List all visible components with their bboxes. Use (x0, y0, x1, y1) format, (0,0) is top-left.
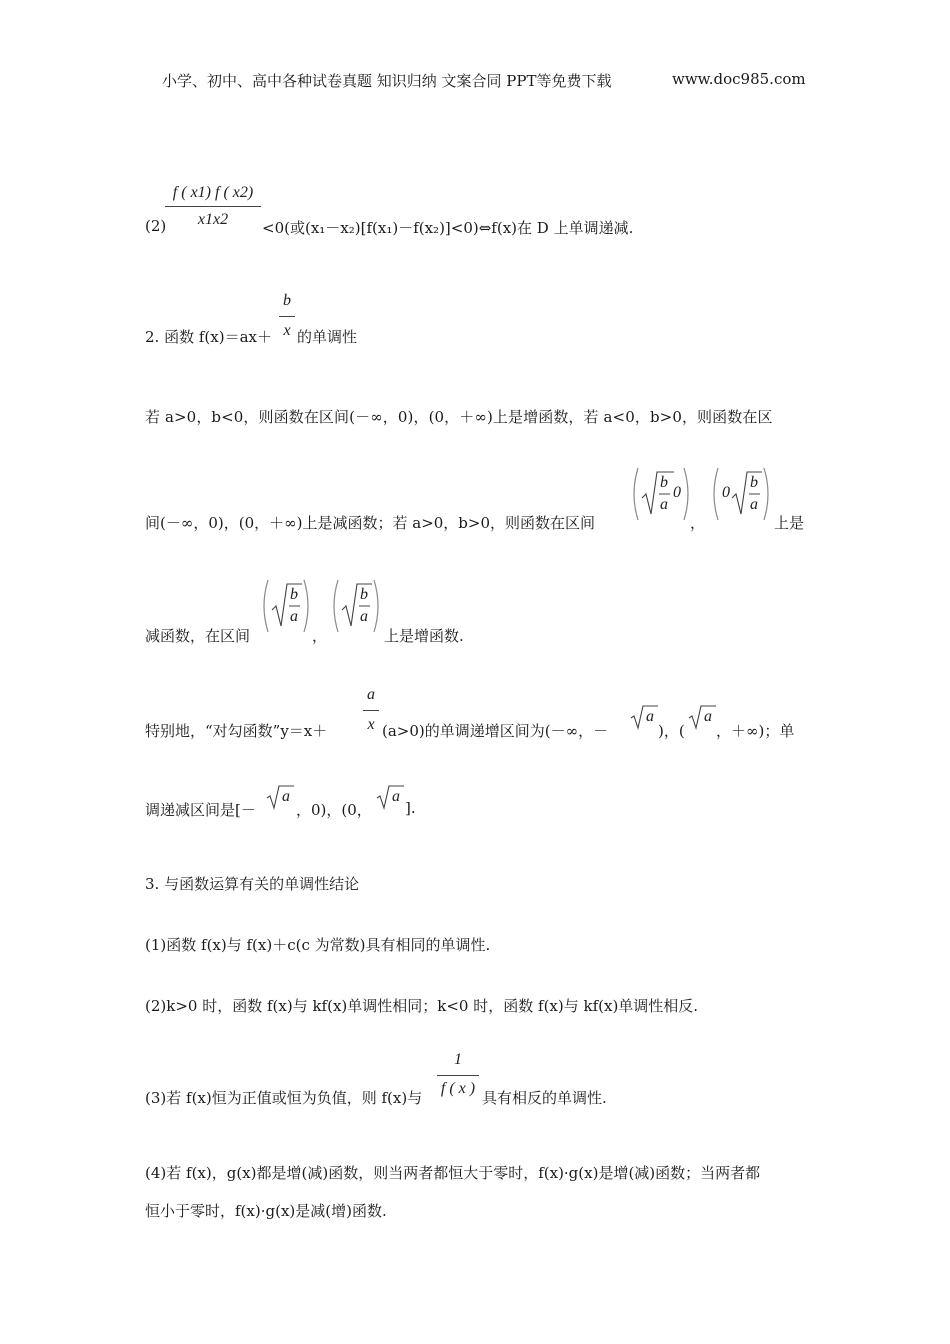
sqrt-a-1-radicand: a (646, 708, 654, 725)
sqrt-a-3-radicand: a (282, 788, 290, 805)
sec2-head-a: 2. 函数 f(x)＝ax＋ (145, 328, 272, 346)
p2-line1b: (a>0)的单调递增区间为(－∞，－ (382, 722, 609, 740)
sec2-frac-den: x (283, 322, 291, 339)
p2-frac-den: x (367, 716, 375, 733)
section-3-heading: 3. 与函数运算有关的单调性结论 (145, 875, 360, 893)
sec2-frac-num: b (283, 292, 291, 309)
item2-text: <0(或(x₁－x₂)[f(x₁)－f(x₂)]<0)⇔f(x)在 D 上单调递减. (262, 219, 634, 237)
sec2-frac-bar (279, 316, 295, 317)
p1-line3b: 上是增函数. (384, 627, 464, 645)
p1-line2b: 上是 (774, 514, 805, 532)
p1-line3a: 减函数，在区间 (145, 627, 251, 645)
interval-4-paren-sqrt (330, 576, 382, 636)
sec2-head-b: 的单调性 (297, 328, 358, 346)
p2-line1d: ，＋∞)；单 (716, 722, 795, 740)
interval-1-b: b (660, 474, 668, 491)
interval-2-b: b (750, 474, 758, 491)
item2-frac-num: f ( x1) f ( x2) (172, 184, 254, 201)
p2-frac-bar (363, 710, 379, 711)
sqrt-a-4-radicand: a (392, 788, 400, 805)
p1-line2a: 间(－∞，0)，(0，＋∞)上是减函数；若 a>0，b>0，则函数在区间 (145, 514, 596, 532)
interval-2-a: a (750, 496, 758, 513)
interval-2-zero: 0 (722, 484, 730, 501)
rule-3-frac-bar (437, 1075, 479, 1076)
rule-4b: 恒小于零时，f(x)·g(x)是减(增)函数. (145, 1202, 387, 1220)
sqrt-a-1 (630, 704, 658, 730)
p1-line1: 若 a>0，b<0，则函数在区间(－∞，0)，(0，＋∞)上是增函数，若 a<0，b>0，则函数在区 (145, 408, 773, 426)
interval-2 (710, 464, 772, 524)
p2-line2c: ]. (405, 799, 416, 817)
p2-frac-num: a (367, 686, 375, 703)
item2-frac-bar (165, 206, 261, 207)
item2-label: (2) (145, 217, 167, 235)
sqrt-a-2-radicand: a (704, 708, 712, 725)
rule-1: (1)函数 f(x)与 f(x)＋c(c 为常数)具有相同的单调性. (145, 936, 491, 954)
p1-comma-2: ， (312, 627, 328, 645)
interval-3-a: a (290, 608, 298, 625)
rule-4a: (4)若 f(x)，g(x)都是增(减)函数，则当两者都恒大于零时，f(x)·g(x)是增(减)函数；当两者都 (145, 1164, 761, 1182)
interval-4-b: b (360, 586, 368, 603)
item2-frac-den: x1x2 (197, 211, 229, 228)
p2-line2a: 调递减区间是[－ (145, 801, 256, 819)
rule-3-frac-den: f ( x ) (440, 1080, 476, 1097)
interval-1 (630, 464, 692, 524)
interval-3-paren-sqrt (260, 576, 312, 636)
header-url: www.doc985.com (672, 70, 806, 88)
p1-comma-1: ， (690, 514, 706, 532)
interval-4-a: a (360, 608, 368, 625)
rule-3a: (3)若 f(x)恒为正值或恒为负值，则 f(x)与 (145, 1089, 423, 1107)
sqrt-a-2 (688, 704, 716, 730)
interval-1-zero: 0 (673, 484, 681, 501)
interval-4 (330, 576, 382, 636)
interval-3-b: b (290, 586, 298, 603)
sqrt-a-4 (376, 784, 404, 810)
interval-1-a: a (660, 496, 668, 513)
rule-3-frac-num: 1 (454, 1051, 462, 1068)
p2-line1a: 特别地，“对勾函数”y＝x＋ (145, 722, 328, 740)
p2-line2b: ，0)，(0， (296, 801, 372, 819)
header-left: 小学、初中、高中各种试卷真题 知识归纳 文案合同 PPT等免费下载 (162, 72, 612, 90)
p2-line1c: )，( (658, 722, 685, 740)
rule-2: (2)k>0 时，函数 f(x)与 kf(x)单调性相同；k<0 时，函数 f(x)与 kf(x)单调性相反. (145, 997, 699, 1015)
rule-3b: 具有相反的单调性. (482, 1089, 607, 1107)
sqrt-a-3 (266, 784, 294, 810)
interval-3 (260, 576, 312, 636)
